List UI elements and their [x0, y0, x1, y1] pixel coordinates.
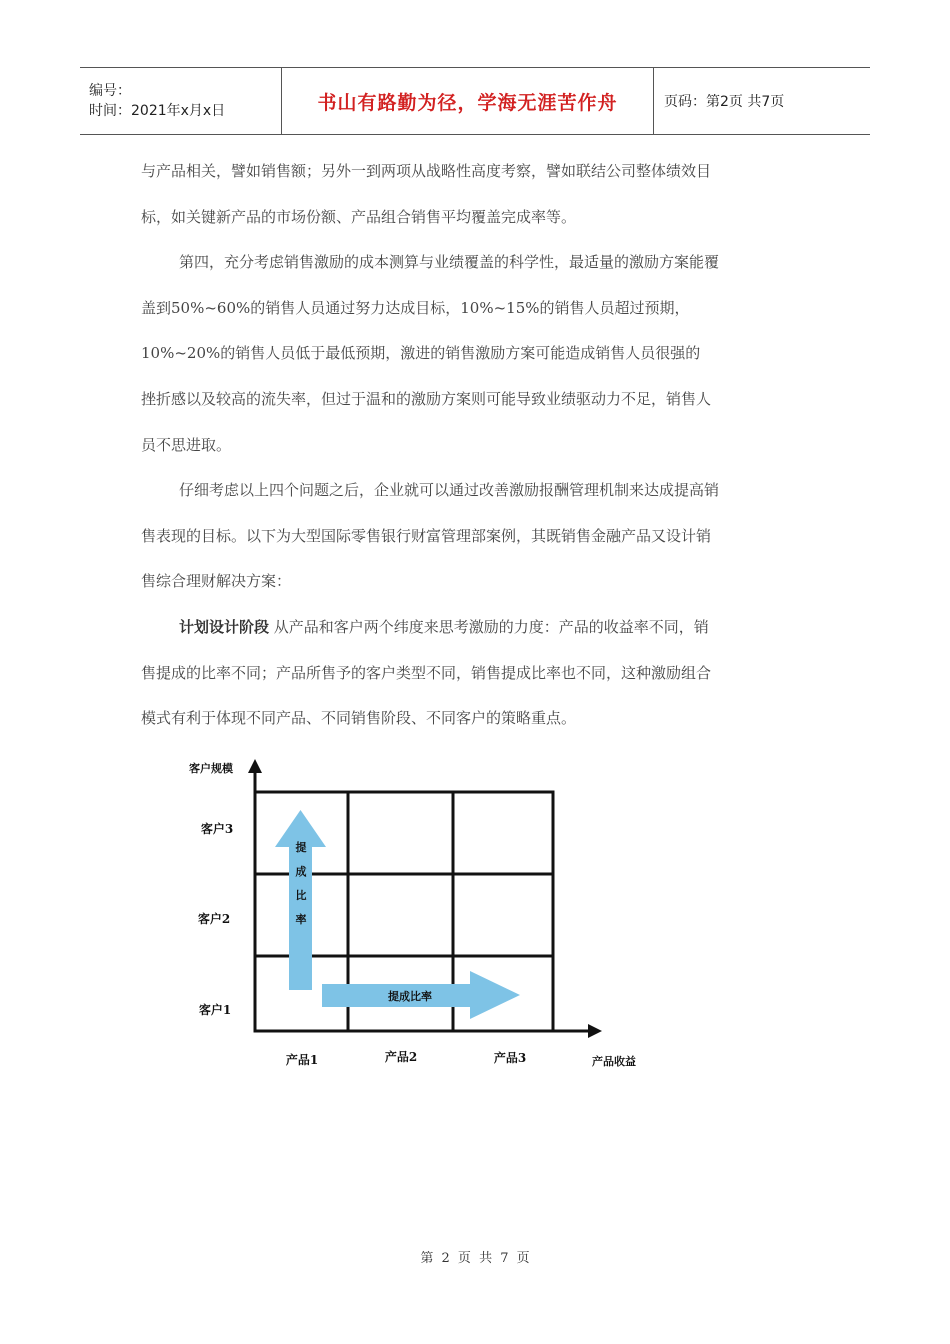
paragraph-line: 员不思进取。 [141, 435, 232, 454]
horizontal-arrow-label: 提成比率 [388, 990, 432, 1003]
x-axis-label: 产品收益 [592, 1055, 636, 1068]
incentive-matrix-diagram [170, 755, 670, 1085]
paragraph-line [141, 605, 821, 651]
paragraph-line: 售综合理财解决方案： [141, 572, 292, 591]
footer-ye: 页 [516, 1251, 530, 1266]
paragraph-line: 售提成的比率不同；产品所售予的客户类型不同，销售提成比率也不同，这种激励组合 [141, 663, 712, 682]
paragraph-line: 仔细考虑以上四个问题之后，企业就可以通过改善激励报酬管理机制来达成提高销 [179, 481, 720, 500]
row-label: 客户3 [200, 822, 234, 836]
section-lead: 计划设计阶段 [179, 617, 270, 636]
footer-page-number: 2 [441, 1251, 450, 1266]
column-label: 产品1 [285, 1053, 319, 1067]
paragraph-line: 与产品相关，譬如销售额；另外一到两项从战略性高度考察，譬如联结公司整体绩效目 [141, 162, 712, 180]
vertical-arrow [275, 810, 326, 990]
header-meta [80, 68, 281, 134]
y-axis-label: 客户规模 [189, 762, 233, 775]
paragraph-line: 第四，充分考虑销售激励的成本测算与业绩覆盖的科学性，最适量的激励方案能覆 [179, 253, 720, 272]
vertical-arrow-char: 提 [295, 841, 307, 854]
x-axis-arrowhead [588, 1024, 602, 1038]
header-page-info: 页码：第2页 共7页 [664, 94, 785, 110]
paragraph-line-rest: 从产品和客户两个纬度来思考激励的力度：产品的收益率不同，销 [269, 617, 709, 636]
column-label: 产品2 [384, 1050, 418, 1064]
paragraph-line: 模式有利于体现不同产品、不同销售阶段、不同客户的策略重点。 [141, 709, 577, 728]
row-label: 客户1 [198, 1003, 232, 1017]
row-label: 客户2 [197, 912, 231, 926]
footer-ye: 页 [457, 1251, 471, 1266]
horizontal-arrow [322, 971, 520, 1019]
paragraph-line: 挫折感以及较高的流失率，但过于温和的激励方案则可能导致业绩驱动力不足，销售人 [141, 389, 712, 408]
vertical-arrow-char: 率 [295, 913, 307, 926]
diagram-svg [170, 755, 670, 1085]
y-axis-arrowhead [248, 759, 262, 773]
header-motto-cell [281, 68, 654, 134]
page-header [80, 67, 870, 135]
paragraph-line: 10%~20%的销售人员低于最低预期，激进的销售激励方案可能造成销售人员很强的 [141, 344, 701, 363]
paragraph-line: 盖到50%~60%的销售人员通过努力达成目标，10%~15%的销售人员超过预期， [141, 298, 690, 317]
header-page-info-cell [654, 68, 870, 134]
page-footer [0, 1247, 950, 1266]
document-time-label: 时间：2021年x月x日 [89, 103, 226, 119]
paragraph-line: 标，如关键新产品的市场份额、产品组合销售平均覆盖完成率等。 [141, 207, 577, 226]
header-motto: 书山有路勤为径，学海无涯苦作舟 [317, 91, 618, 114]
paragraph-line: 售表现的目标。以下为大型国际零售银行财富管理部案例，其既销售金融产品又设计销 [141, 526, 712, 545]
body-text [141, 149, 821, 742]
vertical-arrow-char: 比 [295, 889, 307, 902]
document-number-label: 编号： [89, 83, 131, 99]
footer-di: 第 [420, 1251, 434, 1266]
vertical-arrow-char: 成 [295, 865, 307, 878]
footer-gong: 共 [479, 1251, 493, 1266]
footer-total-pages: 7 [500, 1251, 509, 1266]
column-label: 产品3 [493, 1051, 527, 1065]
